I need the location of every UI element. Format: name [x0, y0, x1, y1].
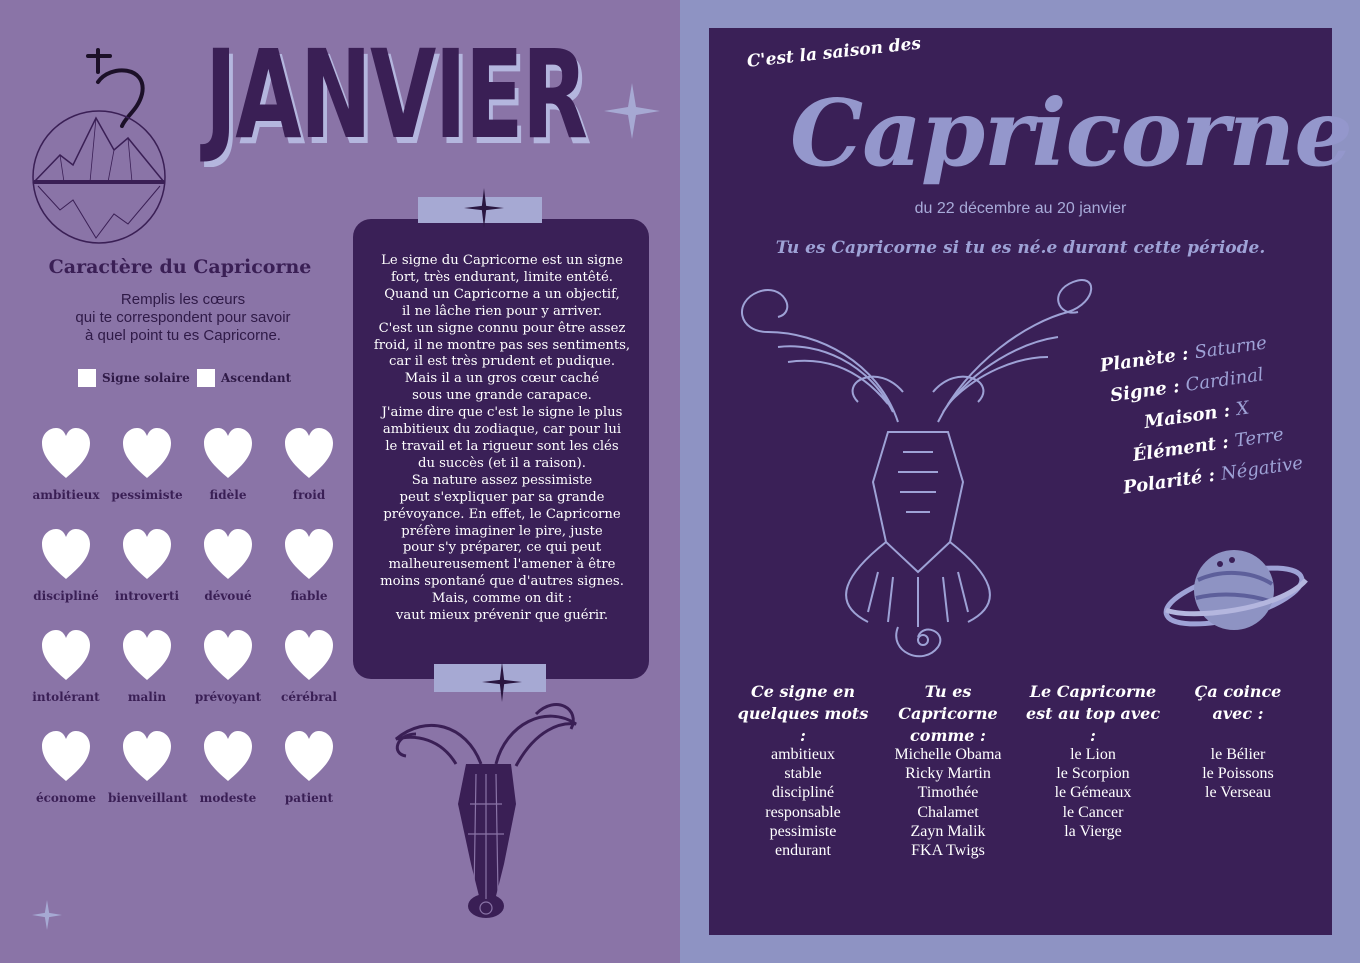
trait-heart[interactable] — [270, 630, 348, 720]
heart-icon[interactable] — [285, 630, 333, 682]
column-heading-line: comme : — [910, 726, 986, 745]
checkbox-box[interactable] — [197, 369, 215, 387]
description-line: le travail et la rigueur sont les clés — [385, 438, 619, 454]
fact-value: Terre — [1233, 423, 1286, 452]
trait-label: patient — [284, 791, 334, 805]
description-line: C'est un signe connu pour être assez — [378, 320, 626, 336]
column-heading-line: Ça coince — [1194, 682, 1282, 701]
column-heading — [733, 681, 873, 747]
column-item: Zayn Malik — [910, 822, 986, 840]
description-line: Mais, comme on dit : — [431, 591, 573, 607]
trait-heart[interactable] — [189, 630, 267, 720]
heart-icon[interactable] — [204, 529, 252, 581]
fact-value: Négative — [1219, 452, 1305, 485]
trait-label: pessimiste — [111, 488, 183, 502]
column-item: FKA Twigs — [911, 842, 985, 860]
trait-heart[interactable] — [108, 731, 186, 821]
description-line: malheureusement l'amener à être — [388, 557, 616, 573]
checkbox-signe-solaire[interactable] — [78, 367, 190, 389]
column-item: le Scorpion — [1056, 765, 1130, 783]
column-item: Chalamet — [917, 803, 979, 821]
trait-heart[interactable] — [27, 731, 105, 821]
description-line: Mais il a un gros cœur caché — [404, 371, 600, 387]
fact-separator: : — [1165, 375, 1188, 399]
description-line: Sa nature assez pessimiste — [411, 472, 593, 488]
column-item: le Cancer — [1062, 803, 1124, 821]
column-item: discipliné — [771, 784, 835, 802]
trait-heart[interactable] — [270, 529, 348, 619]
column-item: le Verseau — [1205, 784, 1271, 802]
trait-heart[interactable] — [189, 731, 267, 821]
column-heading-line: quelques mots : — [737, 704, 869, 745]
fact-key: Élément — [1131, 433, 1218, 466]
trait-label: bienveillant — [108, 791, 188, 805]
column-item: responsable — [765, 803, 841, 821]
column-heading-line: Le Capricorne — [1029, 682, 1157, 701]
heart-icon[interactable] — [42, 731, 90, 783]
fact-key: Planète — [1098, 345, 1178, 377]
column-item: Ricky Martin — [905, 765, 991, 783]
description-line: sous une grande carapace. — [412, 388, 592, 404]
trait-label: intolérant — [32, 690, 100, 704]
column-item: ambitieux — [771, 746, 835, 763]
trait-heart[interactable] — [108, 428, 186, 518]
column-item: Timothée — [917, 784, 979, 802]
column-list — [728, 745, 878, 860]
column-heading-line: Ce signe en — [751, 682, 855, 701]
intro-line: qui te correspondent pour savoir — [75, 309, 291, 326]
sparkle-star-icon — [32, 900, 62, 930]
heart-icon[interactable] — [123, 630, 171, 682]
capricorn-goat-illustration-icon — [728, 272, 1108, 672]
checkbox-box[interactable] — [78, 369, 96, 387]
planet-saturn-icon — [1160, 540, 1308, 640]
heart-icon[interactable] — [285, 731, 333, 783]
heart-icon[interactable] — [123, 731, 171, 783]
heart-icon[interactable] — [42, 529, 90, 581]
description-line: fort, très endurant, limite entêté. — [391, 269, 613, 285]
fact-separator: : — [1215, 399, 1238, 423]
column-item: Michelle Obama — [894, 746, 1002, 763]
trait-heart[interactable] — [27, 529, 105, 619]
trait-label: cérébral — [281, 690, 337, 704]
sparkle-star-icon — [604, 83, 660, 139]
heart-icon[interactable] — [204, 731, 252, 783]
fact-value: Saturne — [1193, 332, 1269, 364]
trait-heart[interactable] — [27, 428, 105, 518]
column-item: le Poissons — [1202, 765, 1274, 783]
description-line: moins spontané que d'autres signes. — [380, 574, 624, 590]
column-heading — [878, 681, 1018, 747]
trait-heart[interactable] — [189, 428, 267, 518]
column-item: le Gémeaux — [1054, 784, 1132, 802]
sign-period-note: Tu es Capricorne si tu es né.e durant cette période. — [775, 238, 1266, 258]
trait-label: fiable — [290, 589, 328, 603]
heart-icon[interactable] — [123, 428, 171, 480]
fact-value: Cardinal — [1184, 364, 1265, 396]
capricorn-goat-illustration-icon — [386, 694, 586, 929]
description-line: prévoyance. En effet, le Capricorne — [383, 506, 621, 522]
column-item: endurant — [775, 842, 831, 860]
column-heading — [1023, 681, 1163, 747]
column-heading-line: est au top avec : — [1025, 704, 1161, 745]
description-line: peut s'expliquer par sa grande — [399, 489, 605, 505]
trait-heart[interactable] — [108, 529, 186, 619]
section-title: Caractère du Capricorne — [48, 256, 312, 278]
heart-icon[interactable] — [123, 529, 171, 581]
month-title: JANVIER — [205, 24, 587, 166]
trait-heart[interactable] — [108, 630, 186, 720]
trait-label: discipliné — [33, 589, 99, 603]
checkbox-ascendant[interactable] — [197, 367, 291, 389]
column-item: la Vierge — [1064, 822, 1122, 840]
heart-icon[interactable] — [42, 428, 90, 480]
sparkle-star-icon — [464, 186, 504, 230]
heart-icon[interactable] — [204, 428, 252, 480]
trait-heart[interactable] — [189, 529, 267, 619]
trait-label: prévoyant — [194, 690, 262, 704]
column-item: stable — [784, 765, 822, 783]
trait-label: dévoué — [204, 589, 252, 603]
description-line: car il est très prudent et pudique. — [388, 354, 616, 370]
description-line: pour s'y préparer, ce qui peut — [402, 540, 602, 556]
column-list — [1163, 745, 1313, 803]
trait-label: fidèle — [209, 488, 247, 502]
description-text — [362, 253, 642, 625]
column-item: le Bélier — [1210, 746, 1266, 763]
description-line: vaut mieux prévenir que guérir. — [395, 608, 609, 624]
trait-heart[interactable] — [270, 428, 348, 518]
fact-separator: : — [1214, 430, 1237, 455]
column-heading — [1168, 681, 1308, 725]
sign-dates: du 22 décembre au 20 janvier — [914, 200, 1127, 217]
fact-key: Signe — [1108, 377, 1169, 407]
heart-icon[interactable] — [204, 630, 252, 682]
trait-label: modeste — [199, 791, 257, 805]
trait-label: économe — [35, 791, 96, 805]
fact-separator: : — [1174, 342, 1197, 367]
trait-label: froid — [292, 488, 326, 502]
description-line: préfère imaginer le pire, juste — [401, 523, 603, 539]
column-item: pessimiste — [769, 822, 837, 840]
description-line: du succès (et il a raison). — [418, 455, 586, 471]
checkbox-label: Ascendant — [221, 371, 292, 385]
description-line: il ne lâche rien pour y arriver. — [401, 303, 603, 319]
sign-title: Capricorne — [790, 79, 1352, 187]
fact-separator: : — [1200, 464, 1223, 488]
description-line: Quand un Capricorne a un objectif, — [384, 286, 620, 302]
trait-label: ambitieux — [32, 488, 100, 502]
checkbox-label: Signe solaire — [102, 371, 190, 385]
saison-heading: C'est la saison des — [746, 33, 922, 72]
mountain-illustration-icon — [28, 110, 170, 244]
fact-value: X — [1234, 397, 1251, 421]
description-line: J'aime dire que c'est le signe le plus — [381, 405, 623, 421]
description-line: Le signe du Capricorne est un signe — [381, 253, 623, 268]
column-item: le Lion — [1070, 746, 1116, 763]
sign-facts — [1090, 319, 1349, 506]
intro-text — [30, 291, 336, 345]
description-line: ambitieux du zodiaque, car pour lui — [382, 422, 622, 438]
column-heading-line: avec : — [1212, 704, 1264, 723]
fact-key: Maison — [1142, 401, 1219, 434]
heart-icon[interactable] — [285, 428, 333, 480]
description-line: froid, il ne montre pas ses sentiments, — [373, 337, 631, 353]
fact-key: Polarité — [1121, 466, 1204, 499]
column-list — [1018, 745, 1168, 841]
trait-label: introverti — [114, 589, 180, 603]
trait-heart[interactable] — [27, 630, 105, 720]
trait-label: malin — [127, 690, 167, 704]
trait-heart[interactable] — [270, 731, 348, 821]
heart-icon[interactable] — [285, 529, 333, 581]
column-list — [873, 745, 1023, 860]
intro-line: Remplis les cœurs — [120, 291, 246, 308]
column-heading-line: Tu es Capricorne — [898, 682, 998, 723]
intro-line: à quel point tu es Capricorne. — [85, 327, 281, 344]
heart-icon[interactable] — [42, 630, 90, 682]
